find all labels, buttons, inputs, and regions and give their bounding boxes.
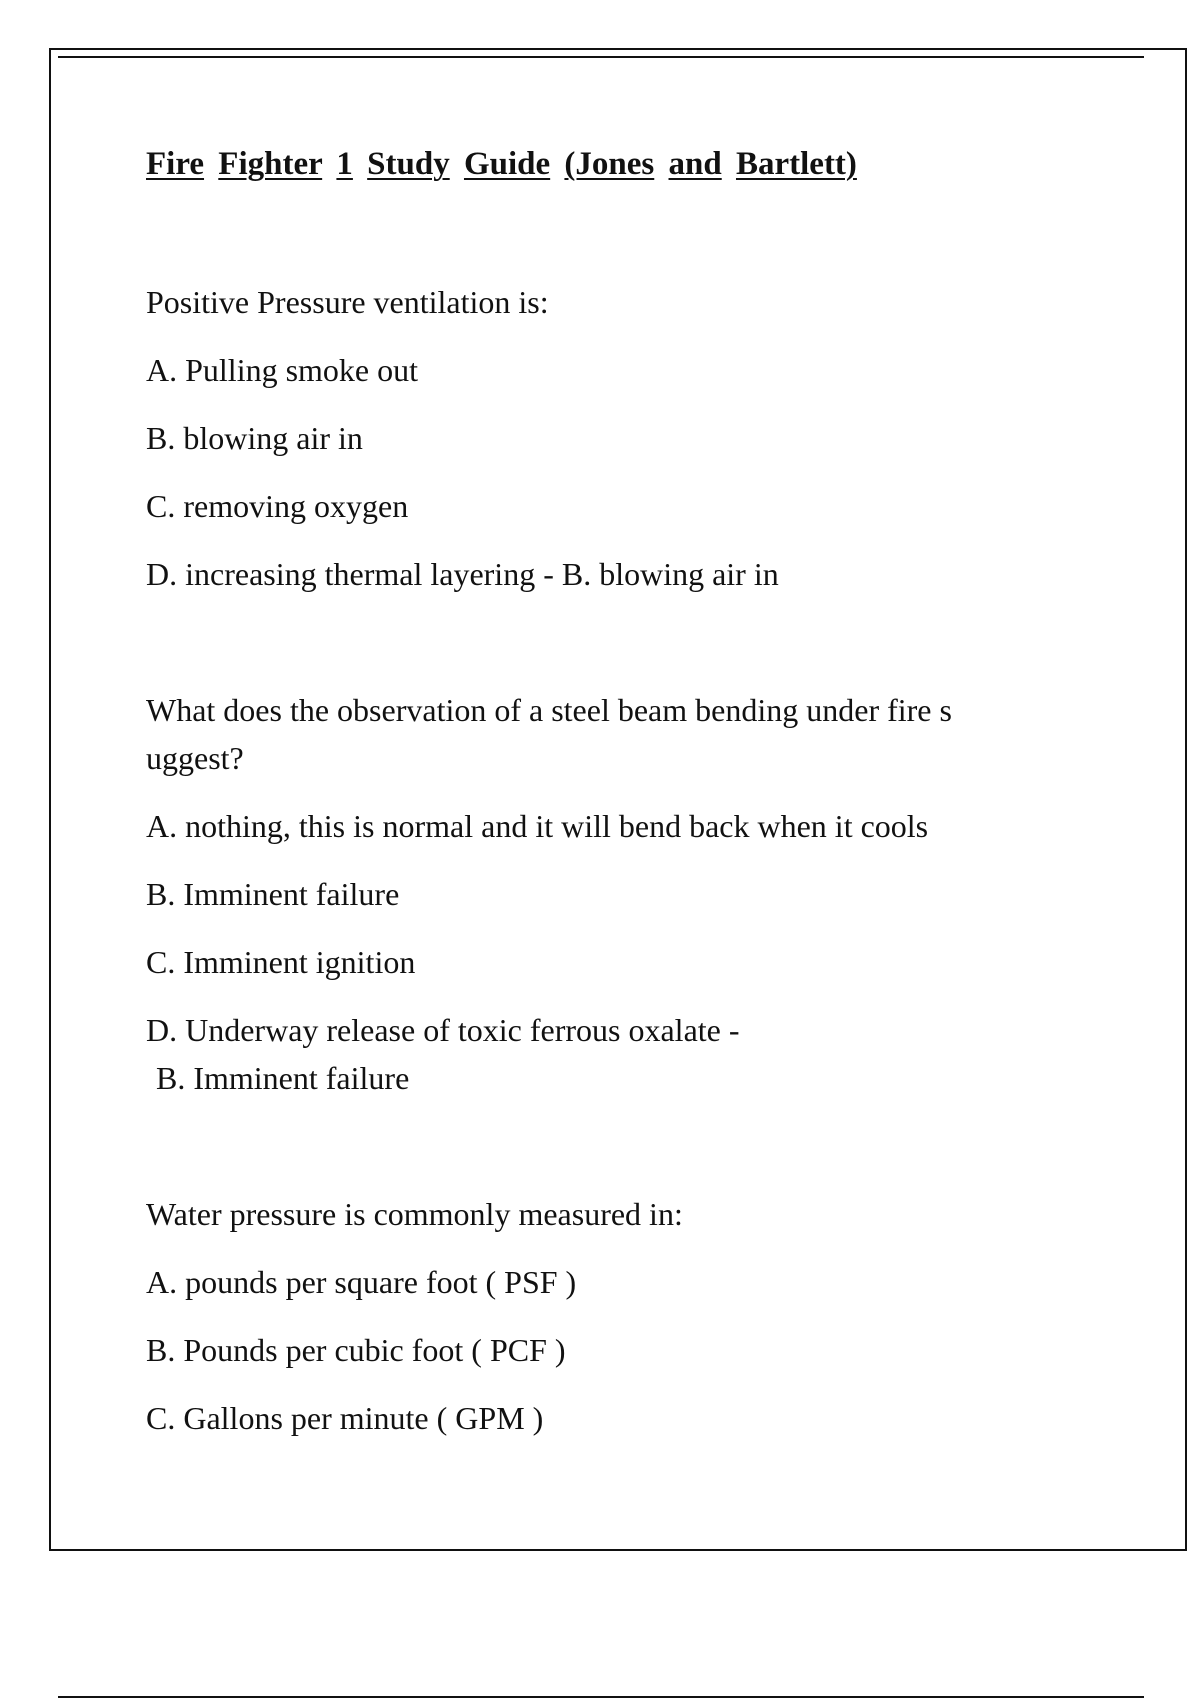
title-word: Guide xyxy=(463,146,551,182)
answer-option: B. blowing air in xyxy=(146,420,363,456)
answer-option: A. nothing, this is normal and it will bend back when it cools xyxy=(146,808,929,844)
title-word: 1 xyxy=(336,146,353,182)
title-word: and xyxy=(668,146,722,182)
bottom-rule xyxy=(58,1696,1144,1698)
answer-option: B. Imminent failure xyxy=(146,876,400,912)
answer-option: A. Pulling smoke out xyxy=(146,352,419,388)
title-word: Fighter xyxy=(218,146,323,182)
title-word: Fire xyxy=(146,146,205,182)
answer-option: D. Underway release of toxic ferrous oxalate - xyxy=(146,1012,740,1048)
answer-option: C. Imminent ignition xyxy=(146,944,416,980)
top-rule xyxy=(58,56,1144,58)
question-block-2 xyxy=(146,686,1096,1102)
document-title xyxy=(146,140,1096,188)
title-word: Bartlett) xyxy=(735,146,857,182)
answer-option: B. Pounds per cubic foot ( PCF ) xyxy=(146,1332,566,1368)
document-content xyxy=(146,140,1096,1442)
question-text-line: What does the observation of a steel beam bending under fire s xyxy=(146,692,952,728)
title-word: Study xyxy=(367,146,450,182)
question-text-line: uggest? xyxy=(146,740,244,776)
answer-option: C. Gallons per minute ( GPM ) xyxy=(146,1400,544,1436)
question-block-3 xyxy=(146,1190,1096,1442)
answer-key: B. Imminent failure xyxy=(156,1060,410,1096)
question-block-1 xyxy=(146,278,1096,598)
question-text: Positive Pressure ventilation is: xyxy=(146,284,549,320)
title-word: (Jones xyxy=(564,146,655,182)
answer-option: C. removing oxygen xyxy=(146,488,409,524)
answer-option: D. increasing thermal layering - B. blowing air in xyxy=(146,556,779,592)
question-text: Water pressure is commonly measured in: xyxy=(146,1196,683,1232)
answer-option: A. pounds per square foot ( PSF ) xyxy=(146,1264,577,1300)
